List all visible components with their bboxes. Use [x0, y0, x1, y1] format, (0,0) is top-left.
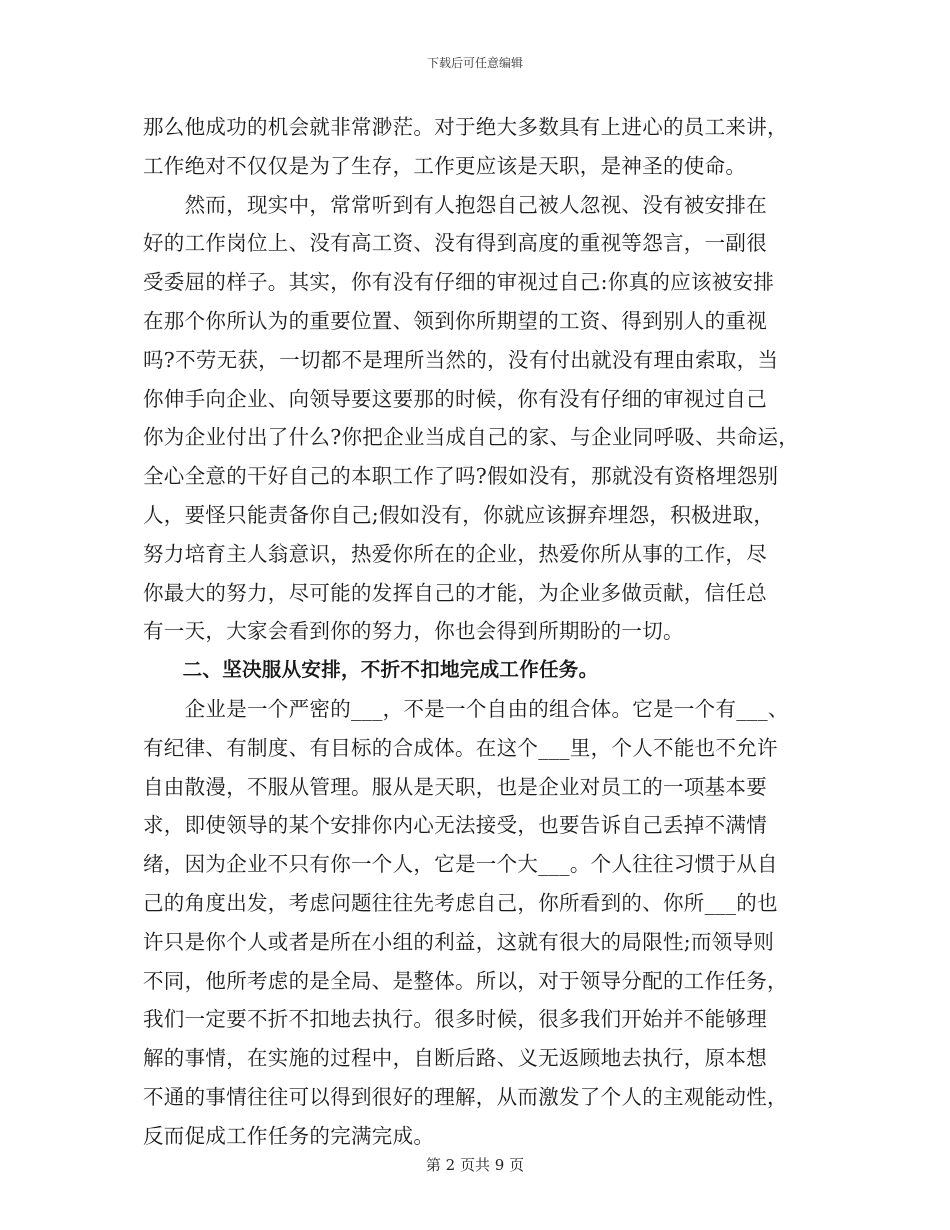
text-line: 吗?不劳无获，一切都不是理所当然的，没有付出就没有理由索取，当 — [143, 347, 779, 372]
document-body — [143, 108, 813, 1156]
text-line: 有一天，大家会看到你的努力，你也会得到所期盼的一切。 — [143, 619, 684, 644]
text-line: 求，即使领导的某个安排你内心无法接受，也要告诉自己丢掉不满情 — [143, 813, 767, 838]
text-line: 你伸手向企业、向领导要这要那的时候，你有没有仔细的审视过自己 — [143, 386, 767, 411]
text-line: 你最大的努力，尽可能的发挥自己的才能，为企业多做贡献，信任总 — [143, 580, 767, 605]
text-line: 全心全意的干好自己的本职工作了吗?假如没有，那就没有资格埋怨别 — [143, 464, 779, 489]
text-line: 在那个你所认为的重要位置、领到你所期望的工资、得到别人的重视 — [143, 308, 767, 333]
text-line: 己的角度出发，考虑问题往往先考虑自己，你所看到的、你所___的也 — [143, 890, 778, 915]
text-line: 许只是你个人或者是所在小组的利益，这就有很大的局限性;而领导则 — [143, 929, 775, 954]
text-line: 企业是一个严密的___，不是一个自由的组合体。它是一个有___、 — [143, 696, 789, 721]
text-line: 然而，现实中，常常听到有人抱怨自己被人忽视、没有被安排在 — [143, 192, 767, 217]
text-line: 工作绝对不仅仅是为了生存，工作更应该是天职，是神圣的使命。 — [143, 153, 747, 178]
text-line: 好的工作岗位上、没有高工资、没有得到高度的重视等怨言，一副很 — [143, 231, 767, 256]
text-line: 有纪律、有制度、有目标的合成体。在这个___里，个人不能也不允许 — [143, 735, 778, 760]
text-line: 我们一定要不折不扣地去执行。很多时候，很多我们开始并不能够理 — [143, 1007, 767, 1032]
section-heading: 二、坚决服从安排，不折不扣地完成工作任务。 — [143, 658, 599, 682]
text-line: 绪，因为企业不只有你一个人，它是一个大___。个人往往习惯于从自 — [143, 852, 778, 877]
text-line: 反而促成工作任务的完满完成。 — [143, 1123, 435, 1148]
text-line: 不通的事情往往可以得到很好的理解，从而激发了个人的主观能动性， — [143, 1084, 788, 1109]
text-line: 你为企业付出了什么?你把企业当成自己的家、与企业同呼吸、共命运， — [143, 425, 800, 450]
page-header: 下载后可任意编辑 — [426, 56, 523, 70]
text-line: 解的事情，在实施的过程中，自断后路、义无返顾地去执行，原本想 — [143, 1046, 767, 1071]
text-line: 受委屈的样子。其实，你有没有仔细的审视过自己:你真的应该被安排 — [143, 270, 775, 295]
text-line: 那么他成功的机会就非常渺茫。对于绝大多数具有上进心的员工来讲， — [143, 115, 788, 139]
text-line: 不同，他所考虑的是全局、是整体。所以，对于领导分配的工作任务， — [143, 968, 788, 993]
text-line: 自由散漫，不服从管理。服从是天职，也是企业对员工的一项基本要 — [143, 774, 767, 799]
text-line: 努力培育主人翁意识，热爱你所在的企业，热爱你所从事的工作，尽 — [143, 541, 767, 566]
text-line: 人，要怪只能责备你自己;假如没有，你就应该摒弃埋怨，积极进取， — [143, 502, 775, 527]
page-footer: 第 2 页共 9 页 — [425, 1156, 525, 1174]
